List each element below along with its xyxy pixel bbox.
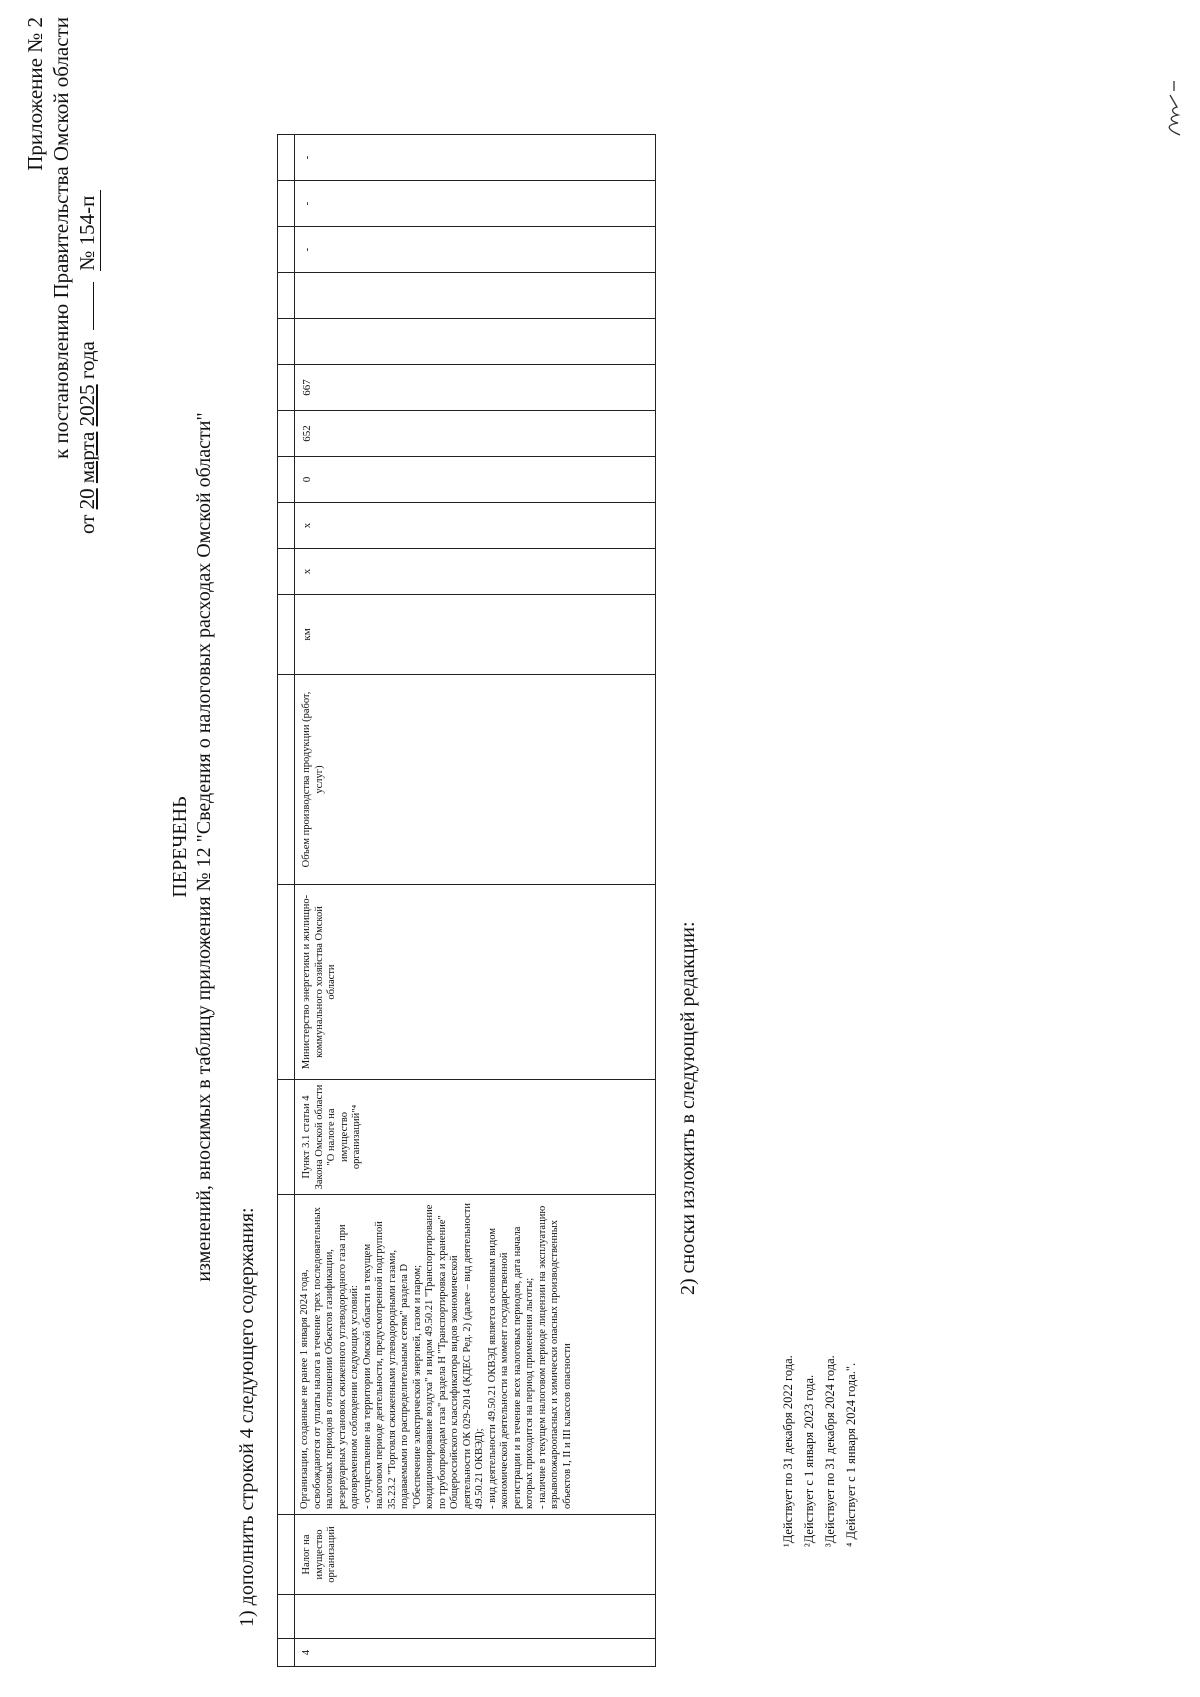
curator: Министерство энергетики и жилищно-коммунального хозяйства Омской области — [295, 885, 656, 1080]
unit: км — [295, 595, 656, 675]
value-cell — [295, 319, 656, 365]
table-cell — [278, 595, 295, 675]
item-1-heading: 1) дополнить строкой 4 следующего содержания: — [236, 1207, 258, 1627]
footnote: ²Действует с 1 января 2023 года. — [802, 1374, 816, 1547]
date-prefix: от — [75, 514, 99, 534]
conditions-cell — [295, 1195, 656, 1515]
value-cell: - — [295, 227, 656, 273]
date-suffix: года — [75, 341, 99, 380]
table-cell — [278, 1195, 295, 1515]
table-cell — [278, 1595, 295, 1639]
table-cell — [278, 319, 295, 365]
table-cell — [278, 181, 295, 227]
table-top-row — [278, 135, 295, 1667]
table-cell — [278, 1515, 295, 1595]
tax-expenditure-table — [277, 134, 656, 1667]
value-cell: 652 — [295, 411, 656, 457]
value-cell: 667 — [295, 365, 656, 411]
table-cell — [278, 1080, 295, 1195]
table-cell — [278, 549, 295, 595]
table-cell — [278, 227, 295, 273]
date-year: 2025 — [75, 384, 99, 427]
table-cell — [278, 365, 295, 411]
table-cell — [278, 135, 295, 181]
date-day: 20 — [75, 488, 99, 510]
table-row — [295, 135, 656, 1667]
tax-name: Налог на имущество организаций — [295, 1515, 656, 1595]
table-cell — [278, 273, 295, 319]
condition-paragraph: - наличие в текущем налоговом периоде лицензии на эксплуатацию взрывопожароопасных и химически опасных производственных объектов I, II и III классов опасности — [536, 1205, 573, 1509]
value-cell: 0 — [295, 457, 656, 503]
footnotes — [780, 1355, 864, 1547]
footnote: ¹Действует по 31 декабря 2022 года. — [781, 1355, 795, 1547]
signature-mark — [1160, 77, 1188, 137]
blank-cell — [295, 1595, 656, 1639]
resolution-number: № 154-п — [74, 190, 101, 271]
annex-label: Приложение № 2 — [23, 17, 47, 171]
resolution-date — [74, 17, 101, 572]
item-2-heading: 2) сноски изложить в следующей редакции: — [677, 921, 699, 1295]
document-subtitle: изменений, вносимых в таблицу приложения № 12 "Сведения о налоговых расходах Омской области" — [193, 412, 215, 1282]
legal-basis: Пункт 3.1 статьи 4 Закона Омской области "О налоге на имущество организаций"⁴ — [295, 1080, 656, 1195]
value-cell: - — [295, 135, 656, 181]
title-block — [168, 87, 216, 1607]
condition-paragraph: - вид деятельности 49.50.21 ОКВЭД является основным видом экономической деятельности на момент государственной регистрации и в течение всех налоговых периодов, дата начала которых приходится на период применения льготы; — [486, 1226, 535, 1509]
table-cell — [278, 885, 295, 1080]
value-cell: x — [295, 549, 656, 595]
date-month: марта — [75, 431, 99, 484]
value-cell — [295, 273, 656, 319]
document-title: ПЕРЕЧЕНЬ — [169, 796, 191, 898]
table-cell — [278, 457, 295, 503]
footnote: ⁴ Действует с 1 января 2024 года.". — [844, 1362, 858, 1547]
table-cell — [278, 411, 295, 457]
condition-paragraph: - осуществление на территории Омской области в текущем налоговом периоде деятельности, предусмотренной подгруппой 35.23.2 "Торговля сжиженными углеводородными газами, подаваемыми по распределительным сетям" раздела D "Обеспечение электрической энергией, газом и паром; кондиционирование воздуха" и видом 49.50.21 "Транспортирование по трубопроводам газа" раздела H "Транспортировка и хранение" Общероссийского классификатора видов экономической деятельности ОК 029-2014 (КДЕС Ред. 2) (далее – вид деятельности 49.50.21 ОКВЭД); — [361, 1202, 485, 1509]
table-cell — [278, 503, 295, 549]
row-number: 4 — [295, 1639, 656, 1667]
value-cell: - — [295, 181, 656, 227]
indicator: Объем производства продукции (работ, услуг) — [295, 675, 656, 885]
table-cell — [278, 675, 295, 885]
date-gap-line — [93, 282, 94, 330]
footnote: ³Действует по 31 декабря 2024 года. — [823, 1355, 837, 1547]
resolution-label: к постановлению Правительства Омской области — [49, 17, 73, 459]
annex-header — [22, 17, 101, 572]
condition-paragraph: Организации, созданные не ранее 1 января 2024 года, освобождаются от уплаты налога в течение трех последовательных налоговых периодов в отношении Объектов газификации, резервуарных установок сжиженного углеводородного газа при одновременном соблюдении следующих условий: — [299, 1207, 360, 1509]
table-cell — [278, 1639, 295, 1667]
value-cell: x — [295, 503, 656, 549]
